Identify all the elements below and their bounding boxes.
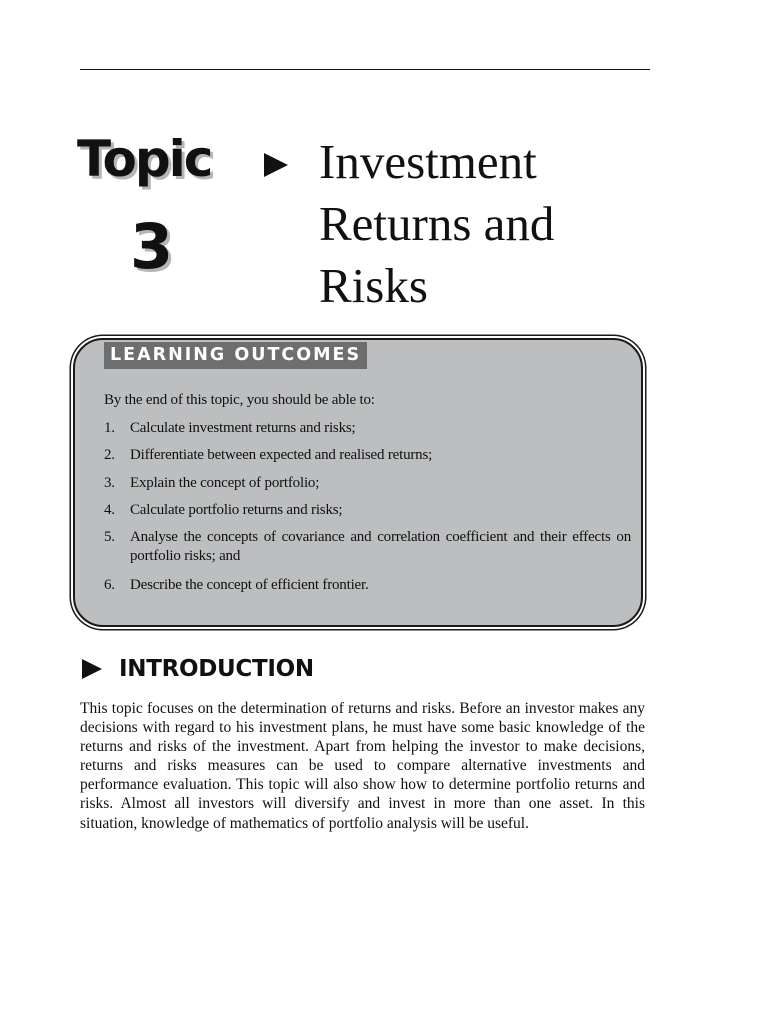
section-heading: INTRODUCTION: [119, 656, 314, 682]
outcome-text: Differentiate between expected and realised returns;: [130, 447, 433, 463]
topic-number: 3: [130, 210, 174, 283]
outcome-number: 5.: [104, 529, 115, 545]
outcome-text: Calculate portfolio returns and risks;: [130, 502, 343, 518]
outcome-item: [104, 528, 631, 566]
page-title: [319, 131, 554, 317]
outcome-item: [104, 576, 631, 595]
outcome-number: 6.: [104, 577, 115, 593]
outcome-item: [104, 419, 631, 438]
header-rule: [80, 69, 650, 70]
outcome-text: Explain the concept of portfolio;: [130, 475, 320, 491]
title-arrow-icon: [264, 153, 288, 177]
topic-label: Topic: [77, 130, 212, 188]
outcome-number: 2.: [104, 447, 115, 463]
outcome-text: Analyse the concepts of covariance and correlation coefficient and their effects on portfolio risks; and: [130, 529, 631, 564]
outcome-number: 3.: [104, 475, 115, 491]
outcome-text: Describe the concept of efficient frontier.: [130, 577, 369, 593]
outcome-item: [104, 501, 631, 520]
learning-outcomes-intro: By the end of this topic, you should be able to:: [104, 392, 375, 408]
outcome-number: 4.: [104, 502, 115, 518]
section-arrow-icon: [82, 659, 102, 679]
learning-outcomes-label: LEARNING OUTCOMES: [104, 342, 367, 369]
title-line: Returns and: [319, 196, 555, 251]
outcome-item: [104, 474, 631, 493]
outcome-number: 1.: [104, 420, 115, 436]
introduction-paragraph: This topic focuses on the determination of returns and risks. Before an investor makes any decisions with regard to his investment plans, he must have some basic knowledge of the returns and risks of the investment. Apart from helping the investor to make decisions, returns and risks measures can be used to compare alternative investments and performance evaluation. This topic will also show how to determine portfolio returns and risks. Almost all investors will diversify and invest in more than one asset. In this situation, knowledge of mathematics of portfolio analysis will be useful.: [80, 700, 645, 832]
title-line: Risks: [319, 258, 428, 313]
title-line: Investment: [319, 134, 537, 189]
outcome-item: [104, 446, 631, 465]
outcome-text: Calculate investment returns and risks;: [130, 420, 356, 436]
